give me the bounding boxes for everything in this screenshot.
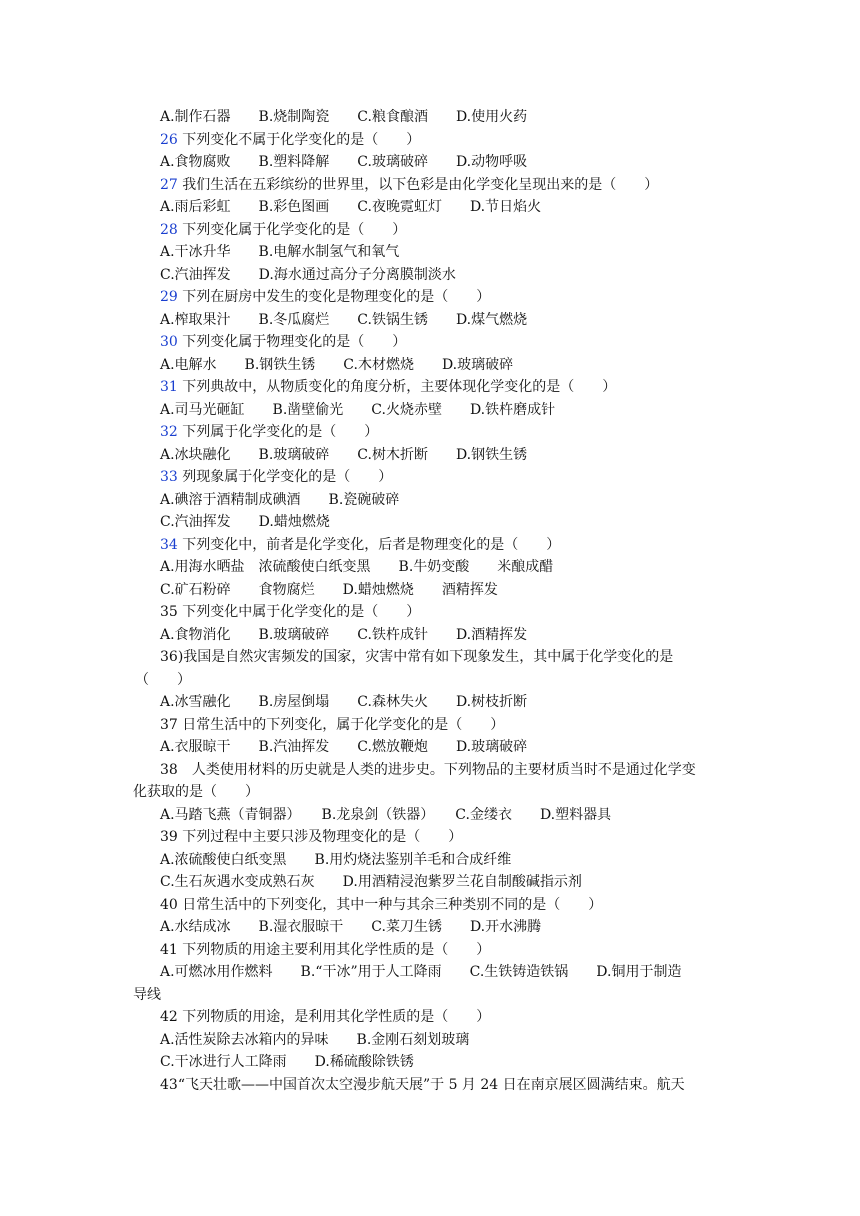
line-text: 37 日常生活中的下列变化，属于化学变化的是（ ） (160, 716, 505, 733)
line-text: A.冰块融化 B.玻璃破碎 C.树木折断 D.钢铁生锈 (160, 446, 528, 463)
text-line (160, 963, 681, 981)
text-line (160, 176, 658, 194)
line-text: A.活性炭除去冰箱内的异味 B.金刚石刻划玻璃 (160, 1031, 470, 1048)
line-text: （ ） (135, 671, 191, 688)
line-text: C.生石灰遇水变成熟石灰 D.用酒精浸泡紫罗兰花自制酸碱指示剂 (160, 874, 582, 890)
line-text: 下列在厨房中发生的变化是物理变化的是（ ） (177, 289, 491, 305)
line-text: C.矿石粉碎 食物腐烂 D.蜡烛燃烧 酒精挥发 (160, 581, 498, 598)
line-text: A.干冰升华 B.电解水制氢气和氧气 (160, 244, 400, 260)
line-text: A.食物腐败 B.塑料降解 C.玻璃破碎 D.动物呼吸 (160, 154, 528, 170)
line-text: 36)我国是自然灾害频发的国家，灾害中常有如下现象发生，其中属于化学变化的是 (160, 649, 674, 665)
question-number: 28 (160, 221, 178, 238)
question-number: 30 (160, 334, 178, 350)
text-line (160, 221, 406, 239)
text-line (160, 1053, 414, 1071)
line-text: C.汽油挥发 D.海水通过高分子分离膜制淡水 (160, 266, 456, 283)
line-text: 我们生活在五彩缤纷的世界里，以下色彩是由化学变化呈现出来的是（ ） (177, 176, 659, 193)
text-line (160, 558, 553, 576)
line-text: 列现象属于化学变化的是（ ） (177, 469, 393, 485)
line-text: A.浓硫酸使白纸变黑 B.用灼烧法鉴别羊毛和合成纤维 (160, 851, 512, 868)
line-text: A.雨后彩虹 B.彩色图画 C.夜晚霓虹灯 D.节日焰火 (160, 199, 542, 215)
question-number: 34 (160, 536, 178, 553)
text-line (160, 603, 420, 621)
line-text: A.食物消化 B.玻璃破碎 C.铁杵成针 D.酒精挥发 (160, 626, 528, 643)
line-text: C.干冰进行人工降雨 D.稀硫酸除铁锈 (160, 1054, 414, 1070)
text-line (160, 918, 541, 936)
text-line (160, 716, 504, 734)
text-line (160, 1076, 685, 1094)
line-text: 下列属于化学变化的是（ ） (177, 424, 379, 440)
text-line (133, 783, 259, 801)
line-text: 导线 (133, 986, 161, 1003)
line-text: 下列变化属于化学变化的是（ ） (177, 221, 407, 238)
line-text: A.水结成冰 B.湿衣服晾干 C.菜刀生锈 D.开水沸腾 (160, 919, 542, 935)
line-text: C.汽油挥发 D.蜡烛燃烧 (160, 514, 330, 530)
line-text: A.制作石器 B.烧制陶瓷 C.粮食酿酒 D.使用火药 (160, 109, 528, 125)
text-line (160, 851, 511, 869)
question-number: 32 (160, 424, 178, 440)
line-text: 35 下列变化中属于化学变化的是（ ） (160, 604, 421, 620)
line-text: 38 人类使用材料的历史就是人类的进步史。下列物品的主要材质当时不是通过化学变 (160, 761, 696, 778)
question-number: 31 (160, 379, 178, 395)
line-text: A.电解水 B.钢铁生锈 C.木材燃烧 D.玻璃破碎 (160, 356, 514, 373)
line-text: A.榨取果汁 B.冬瓜腐烂 C.铁锅生锈 D.煤气燃烧 (160, 311, 528, 328)
text-line (160, 761, 696, 779)
question-number: 26 (160, 131, 178, 148)
line-text: A.碘溶于酒精制成碘酒 B.瓷碗破碎 (160, 491, 400, 508)
line-text: 43“飞天壮歌——中国首次太空漫步航天展”于 5 月 24 日在南京展区圆满结束。航天 (160, 1076, 685, 1093)
text-line (160, 356, 513, 374)
line-text: A.司马光砸缸 B.凿壁偷光 C.火烧赤壁 D.铁杵磨成针 (160, 401, 556, 418)
line-text: A.可燃冰用作燃料 B.“干冰”用于人工降雨 C.生铁铸造铁锅 D.铜用于制造 (160, 964, 682, 980)
text-line (160, 1031, 469, 1049)
text-line (160, 626, 527, 644)
line-text: A.马踏飞燕（青铜器） B.龙泉剑（铁器） C.金缕衣 D.塑料器具 (160, 806, 612, 823)
text-line (160, 1008, 490, 1026)
text-line (160, 693, 527, 711)
text-line (160, 536, 560, 554)
question-number: 33 (160, 469, 178, 485)
text-line (160, 513, 330, 531)
question-number: 27 (160, 176, 178, 193)
line-text: 化获取的是（ ） (133, 784, 259, 800)
text-line (160, 198, 541, 216)
line-text: 下列变化不属于化学变化的是（ ） (177, 131, 421, 148)
text-line (160, 131, 420, 149)
line-text: 41 下列物质的用途主要利用其化学性质的是（ ） (160, 941, 491, 958)
text-line (160, 491, 399, 509)
text-line (160, 896, 602, 914)
text-line (135, 671, 191, 689)
text-line (160, 468, 392, 486)
text-line (160, 266, 456, 284)
text-line (160, 333, 406, 351)
text-line (160, 401, 555, 419)
line-text: A.冰雪融化 B.房屋倒塌 C.森林失火 D.树枝折断 (160, 694, 528, 710)
line-text: A.用海水晒盐 浓硫酸使白纸变黑 B.牛奶变酸 米酿成醋 (160, 559, 554, 575)
text-line (160, 738, 527, 756)
text-line (160, 108, 527, 126)
text-line (160, 423, 378, 441)
text-line (160, 581, 498, 599)
text-line (160, 378, 616, 396)
text-line (160, 311, 527, 329)
line-text: 下列变化属于物理变化的是（ ） (177, 334, 407, 350)
text-line (160, 873, 582, 891)
text-line (160, 288, 490, 306)
text-line (133, 986, 161, 1004)
line-text: A.衣服晾干 B.汽油挥发 C.燃放鞭炮 D.玻璃破碎 (160, 739, 528, 755)
line-text: 40 日常生活中的下列变化，其中一种与其余三种类别不同的是（ ） (160, 896, 603, 913)
line-text: 42 下列物质的用途，是利用其化学性质的是（ ） (160, 1009, 491, 1025)
text-line (160, 446, 527, 464)
text-line (160, 243, 399, 261)
line-text: 下列典故中，从物质变化的角度分析，主要体现化学变化的是（ ） (177, 379, 617, 395)
text-line (160, 153, 527, 171)
line-text: 39 下列过程中主要只涉及物理变化的是（ ） (160, 829, 463, 845)
text-line (160, 648, 673, 666)
line-text: 下列变化中，前者是化学变化，后者是物理变化的是（ ） (177, 536, 561, 553)
question-number: 29 (160, 289, 178, 305)
text-line (160, 828, 462, 846)
text-line (160, 941, 490, 959)
text-line (160, 806, 611, 824)
